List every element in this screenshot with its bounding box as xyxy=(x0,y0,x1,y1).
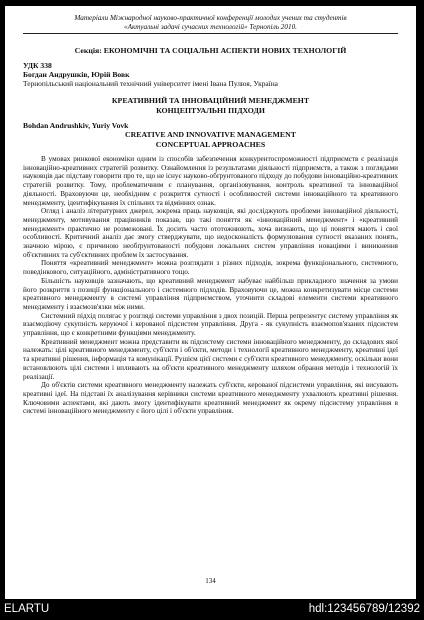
paragraph: Більшість науковців зазначають, що креативний менеджмент набуває найбільш прикладного значення за умови його розкриття з позиції функціонального і системного підходів. Враховуючи це, можна конкретизувати місце системи креативного менеджменту в системі управління підприємством, уточнити складові елементи системи креативного менеджменту і взаємозв'язки між ними. xyxy=(23,276,398,311)
page-number: 134 xyxy=(205,577,216,585)
title-en-line-1: CREATIVE AND INNOVATIVE MANAGEMENT xyxy=(125,130,296,139)
affiliation: Тернопільський національний технічний університет імені Івана Пулюя, Україна xyxy=(23,79,278,88)
paragraph: До об'єктів системи креативного менеджменту належать суб'єкти, керованої підсистеми управління, які висувають креативні ідеї. На підставі їх аналізування керівники системи креативного менеджменту ухвалюють креативні рішення. Ключовими аспектами, які дають змогу ідентифікувати креативний менеджмент як окрему підсистему управління в системі інноваційного менеджменту є його цілі і об'єкти управління. xyxy=(23,381,398,416)
document-page xyxy=(5,6,416,599)
paragraph: Креативний менеджмент можна представити як підсистему системи інноваційного менеджменту, до складових якої належать: цілі креативного менеджменту, суб'єкти і об'єкти, методи і технології креативного менеджменту, креативні ідеї та креативні рішення, інформація та комунікації. Рушієм цієї системи є суб'єкти креативного менеджменту, оскільки вони встановлюють цілі системи і впливають на об'єкти креативного менеджменту шляхом обрання методів і технологій їх реалізації. xyxy=(23,337,398,381)
handle-identifier: hdl:123456789/12392 xyxy=(308,603,420,615)
title-uk xyxy=(23,96,398,115)
section-title: Секція: ЕКОНОМІЧНІ ТА СОЦІАЛЬНІ АСПЕКТИ НОВИХ ТЕХНОЛОГІЙ xyxy=(74,46,347,55)
paragraph: В умовах ринкової економіки одним із способів забезпечення конкурентоспроможності підприємств є реалізація інноваційно-креативних стратегій розвитку. Ознайомлення із результатами діяльності підприємств, а також з поглядами науковців дає підставу говорити про те, що не існує науково-обґрунтованого підходу до побудови інноваційно-креативних стратегій розвитку. Тому, проблематичним є планування, організовування, контроль креативної та інноваційної діяльності. Враховуючи це, необхідним є розкриття сутності і особливостей системи інноваційного та креативного менеджменту, ідентифікування їх спільних та відмінних ознак. xyxy=(23,155,398,207)
header-rule xyxy=(23,33,398,34)
title-en-line-2: CONCEPTUAL APPROACHES xyxy=(155,139,266,149)
authors-uk: Богдан Андрушків, Юрій Вовк xyxy=(23,70,130,79)
title-uk-line-1: КРЕАТИВНИЙ ТА ІННОВАЦІЙНИЙ МЕНЕДЖМЕНТ xyxy=(111,96,310,105)
footer-bar xyxy=(0,599,424,620)
paragraph: Поняття «креативний менеджмент» можна розглядати з різних підходів, зокрема функціонального, системного, поведінкового, ситуаційного, адміністративного тощо. xyxy=(23,259,398,277)
page-content xyxy=(23,14,398,416)
title-uk-line-2: КОНЦЕПТУАЛЬНІ ПІДХОДИ xyxy=(156,105,265,115)
title-en xyxy=(23,130,398,149)
header-line-2: «Актуальні задачі сучасних технологій» Тернопіль 2010. xyxy=(124,23,297,31)
repository-label: ELARTU xyxy=(4,603,50,615)
running-header xyxy=(23,14,398,32)
paragraph: Огляд і аналіз літературних джерел, зокрема праць науковців, які досліджують проблеми інноваційної діяльності, менеджменту, мотивування працівників показав, що такі поняття як «інноваційний менеджмент» і «креативний менеджмент» практично не розмежовані. Їх досить часто ототожнюють, хоча визнають, що ці поняття мають і свої особливості. Критичний аналіз дає змогу стверджувати, що недосконалість формулювання сутності вказаних понять, значною мірою, є причиною необґрунтованості побудови локальних систем управління новаціями і виникнення об'єктивних та суб'єктивних проблем їх застосування. xyxy=(23,207,398,259)
header-line-1: Матеріали Міжнародної науково-практичної конференції молодих учених та студентів xyxy=(74,14,347,22)
paragraph: Системний підхід полягає у розгляді системи управління з двох позицій. Перша репрезентує систему управління як взаємодіючу сукупність керуючої і керованої підсистем управління. Друга - як сукупність взаємопов'язаних підсистем управління, що є конкретними функціями менеджменту. xyxy=(23,311,398,338)
udk-code: УДК 338 xyxy=(23,61,52,70)
authors-en: Bohdan Andrushkiv, Yuriy Vovk xyxy=(23,121,129,130)
article-body xyxy=(23,155,398,416)
